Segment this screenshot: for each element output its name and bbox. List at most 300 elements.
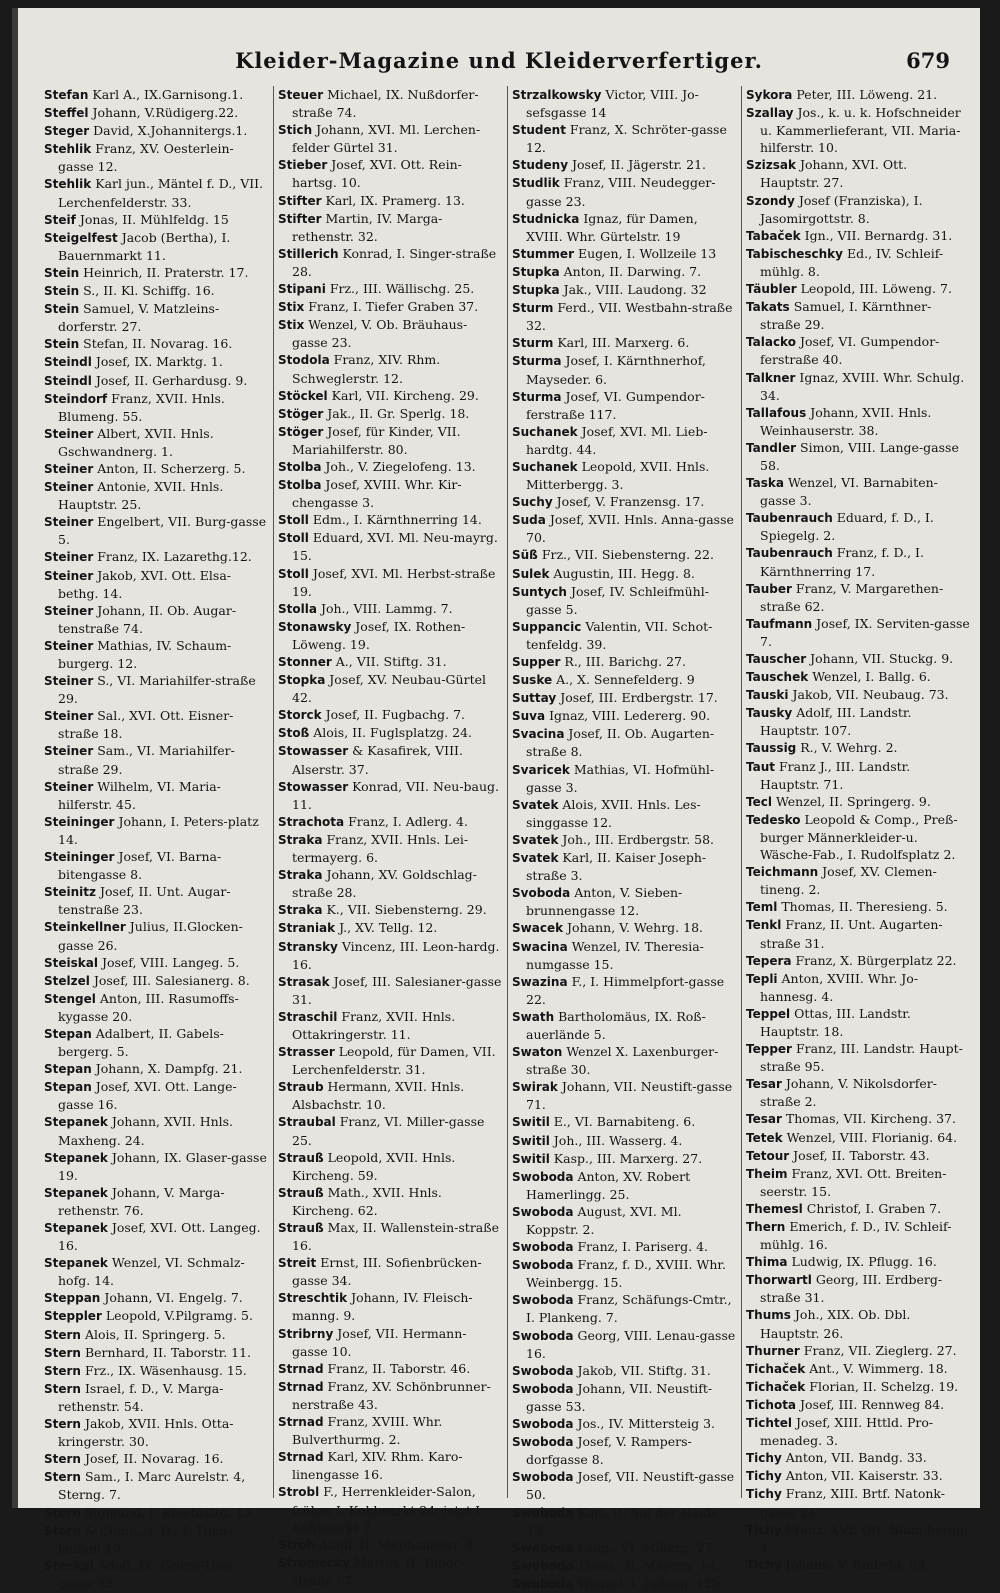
- directory-entry: [746, 1396, 970, 1414]
- entry-details: Josef, für Kinder, VII. Mariahilferstr. 80.: [292, 423, 461, 457]
- directory-entry: [512, 725, 736, 760]
- entry-details: Josef, IX. Marktg. 1.: [95, 354, 223, 370]
- entry-name: Stupka: [512, 283, 560, 298]
- entry-name: Strnad: [278, 1361, 324, 1376]
- entry-name: Stifter: [278, 211, 322, 226]
- entry-details: Josef, VIII. Langeg. 5.: [101, 954, 240, 970]
- entry-name: Tabaček: [746, 228, 801, 243]
- entry-name: Stupka: [512, 264, 560, 279]
- entry-name: Straubal: [278, 1115, 336, 1130]
- entry-details: Josef (Franziska), I. Jasomirgottstr. 8.: [760, 192, 923, 226]
- directory-entry: [746, 1467, 970, 1485]
- directory-entry: [512, 671, 736, 689]
- entry-details: Franz, f. D., XVIII. Whr. Weinbergg. 15.: [526, 1257, 726, 1291]
- entry-details: Josef, XVI. Ml. Lieb-hardtg. 44.: [526, 423, 708, 457]
- entry-name: Steiner: [44, 550, 94, 565]
- directory-entry: [746, 192, 970, 227]
- entry-details: Mathias, IV. Schaum-burgerg. 12.: [58, 637, 232, 671]
- entry-name: Steiner: [44, 709, 94, 724]
- entry-name: Suntych: [512, 584, 567, 599]
- directory-entry: [746, 1253, 970, 1271]
- entry-name: Tichy: [746, 1557, 782, 1572]
- directory-entry: [44, 637, 268, 672]
- directory-entry: [44, 990, 268, 1025]
- column-divider: [741, 86, 742, 1498]
- entry-details: J., XV. Tellg. 12.: [339, 920, 438, 936]
- entry-details: Leopold, V.Pilgramg. 5.: [105, 1308, 253, 1324]
- entry-details: Anton, III. Rasumoffs-kygasse 20.: [58, 990, 239, 1024]
- directory-entry: [512, 707, 736, 725]
- directory-entry: [512, 1256, 736, 1291]
- entry-name: Strobl: [278, 1485, 320, 1500]
- directory-entry: [278, 866, 502, 901]
- entry-name: Tesar: [746, 1077, 782, 1092]
- directory-entry: [44, 1254, 268, 1289]
- entry-name: Swoboda: [512, 1240, 574, 1255]
- directory-entry: [512, 1557, 736, 1575]
- directory-entry: [746, 298, 970, 333]
- entry-details: Johann, V. Nikolsdorfer-straße 2.: [760, 1076, 937, 1110]
- entry-name: Tichaček: [746, 1379, 806, 1394]
- entry-details: Anton, VII. Kaiserstr. 33.: [785, 1468, 943, 1484]
- directory-entry: [746, 1075, 970, 1110]
- entry-details: Josef, VI. Gumpendor-ferstraße 117.: [526, 388, 705, 422]
- entry-name: Szizsak: [746, 158, 796, 173]
- directory-entry: [278, 1219, 502, 1254]
- entry-name: Tallafous: [746, 405, 807, 420]
- entry-name: Steiner: [44, 461, 94, 476]
- directory-entry: [44, 1380, 268, 1415]
- entry-details: Antonie, XVII. Hnls. Hauptstr. 25.: [58, 479, 224, 513]
- entry-name: Swoboda: [512, 1417, 574, 1432]
- entry-name: Strasser: [278, 1045, 335, 1060]
- entry-name: Stern: [44, 1345, 81, 1360]
- directory-entry: [512, 1291, 736, 1326]
- entry-name: Svatek: [512, 797, 559, 812]
- entry-details: Johann, XVI. Ott. Hauptstr. 27.: [760, 157, 908, 191]
- entry-details: R., III. Barichg. 27.: [564, 654, 686, 669]
- entry-name: Stillerich: [278, 246, 339, 261]
- entry-name: Suske: [512, 673, 553, 688]
- entry-details: Mathias, VI. Hofmühl-gasse 3.: [526, 761, 715, 795]
- entry-name: Tedesko: [746, 812, 801, 827]
- entry-details: Peter, III. Löweng. 21.: [796, 87, 938, 102]
- entry-details: Johann, XVII. Hnls. Maxheng. 24.: [58, 1114, 234, 1148]
- entry-details: Wenzel, IV. Theresia-numgasse 15.: [526, 938, 704, 972]
- directory-entry: [746, 1110, 970, 1128]
- directory-entry: [512, 1078, 736, 1113]
- directory-entry: [746, 916, 970, 951]
- directory-entry: [512, 761, 736, 796]
- directory-entry: [278, 1448, 502, 1483]
- directory-entry: [512, 1575, 736, 1593]
- entry-details: Joh., VIII. Lammg. 7.: [320, 600, 453, 616]
- directory-entry: [746, 1342, 970, 1360]
- entry-details: Josef, II. Taborstr. 43.: [793, 1147, 930, 1163]
- entry-details: Johann, XV. Goldschlag-straße 28.: [292, 867, 477, 901]
- entry-name: Steindl: [44, 355, 92, 370]
- column-1: [44, 86, 268, 1591]
- entry-name: Stoll: [278, 513, 309, 528]
- directory-entry: [278, 653, 502, 671]
- entry-name: Straniak: [278, 921, 336, 936]
- directory-entry: [512, 1468, 736, 1503]
- entry-details: & Kasafirek, VIII. Alserstr. 37.: [292, 743, 463, 777]
- entry-details: Israel, f. D., V. Marga-rethenstr. 54.: [58, 1380, 224, 1414]
- entry-name: Stix: [278, 318, 305, 333]
- entry-name: Steinitz: [44, 885, 97, 900]
- entry-details: Leopold, XVII. Hnls. Mitterbergg. 3.: [526, 458, 710, 493]
- entry-name: Taufmann: [746, 616, 813, 631]
- directory-entry: [512, 174, 736, 209]
- entry-details: Bartholomäus, IX. Roß-auerlände 5.: [526, 1008, 706, 1042]
- directory-entry: [512, 156, 736, 174]
- entry-details: Josef, IX. Serviten-gasse 7.: [760, 615, 970, 649]
- directory-entry: [746, 1165, 970, 1200]
- directory-entry: [512, 919, 736, 937]
- entry-details: Joh., III. Erdbergstr. 58.: [562, 831, 715, 847]
- entry-details: Emerich, f. D., IV. Schleif-mühlg. 16.: [760, 1219, 952, 1253]
- entry-name: Tichota: [746, 1397, 797, 1412]
- entry-details: Jakob, VII. Stiftg. 31.: [577, 1362, 711, 1378]
- entry-details: Johann, XVI. Ml. Lerchen-felder Gürtel 31.: [292, 122, 481, 156]
- entry-details: Josef, VII. Hermann-gasse 10.: [292, 1325, 467, 1359]
- entry-name: Teppel: [746, 1006, 791, 1021]
- entry-name: Tesar: [746, 1112, 782, 1127]
- directory-entry: [278, 387, 502, 405]
- directory-entry: [44, 425, 268, 460]
- entry-details: Anton, VII. Bandg. 33.: [785, 1450, 927, 1466]
- directory-entry: [746, 668, 970, 686]
- entry-name: Stepan: [44, 1080, 92, 1095]
- entry-name: Stoll: [278, 566, 309, 581]
- directory-entry: [746, 509, 970, 544]
- directory-entry: [44, 372, 268, 390]
- directory-entry: [512, 849, 736, 884]
- column-3: [512, 86, 736, 1591]
- directory-entry: [746, 704, 970, 739]
- directory-entry: [512, 281, 736, 299]
- entry-name: Teml: [746, 900, 778, 915]
- entry-name: Täubler: [746, 282, 797, 297]
- entry-name: Stoß: [278, 726, 310, 741]
- directory-entry: [746, 333, 970, 368]
- directory-entry: [746, 104, 970, 156]
- directory-entry: [746, 1005, 970, 1040]
- entry-name: Strasak: [278, 974, 330, 989]
- directory-entry: [746, 811, 970, 863]
- entry-name: Swoboda: [512, 1363, 574, 1378]
- entry-details: Joh., V. Ziegelofeng. 13.: [325, 458, 476, 474]
- directory-entry: [278, 529, 502, 564]
- entry-details: Adolf, III. Landstr. Hauptstr. 107.: [760, 705, 912, 739]
- entry-details: Anton, II. Darwing. 7.: [563, 263, 702, 279]
- entry-details: Jonas, II. Mühlfeldg. 15: [79, 211, 229, 227]
- directory-entry: [746, 1378, 970, 1396]
- entry-name: Tichy: [746, 1469, 782, 1484]
- entry-name: Stehlik: [44, 142, 92, 157]
- directory-entry: [512, 423, 736, 458]
- directory-entry: [746, 86, 970, 104]
- entry-details: Ant., V. Wimmerg. 18.: [809, 1360, 948, 1376]
- entry-details: Bernhard, II. Taborstr. 11.: [84, 1344, 252, 1360]
- entry-name: Strauß: [278, 1150, 324, 1165]
- entry-details: Josef, XIII. Httld. Pro-menadeg. 3.: [760, 1415, 934, 1449]
- entry-details: Johann, VII. Neustift-gasse 53.: [526, 1380, 713, 1414]
- entry-details: Ignaz, für Damen, XVIII. Whr. Gürtelstr. 19: [526, 210, 698, 244]
- entry-name: Tauscher: [746, 652, 807, 666]
- entry-details: Josef, V. Franzensg. 17.: [556, 494, 705, 510]
- entry-details: Ign., VII. Bernardg. 31.: [804, 227, 953, 243]
- entry-name: Sulek: [512, 566, 550, 581]
- entry-name: Taut: [746, 759, 776, 774]
- directory-entry: [278, 1254, 502, 1289]
- entry-name: Swoboda: [512, 1558, 574, 1573]
- entry-name: Steiner: [44, 674, 94, 689]
- directory-entry: [746, 952, 970, 970]
- entry-name: Stelzel: [44, 973, 90, 988]
- directory-entry: [44, 86, 268, 104]
- directory-entry: [44, 1504, 268, 1522]
- entry-details: Joh., III. Wasserg. 4.: [553, 1132, 683, 1148]
- directory-entry: [278, 511, 502, 529]
- entry-details: Josef, V. Rampers-dorfgasse 8.: [526, 1434, 692, 1468]
- directory-entry: [512, 1415, 736, 1433]
- directory-entry: [746, 615, 970, 650]
- directory-entry: [278, 86, 502, 121]
- directory-entry: [512, 121, 736, 156]
- directory-entry: [746, 1485, 970, 1520]
- entry-name: Svatek: [512, 851, 559, 866]
- entry-details: Kasp., III. Marxerg. 27.: [553, 1150, 703, 1166]
- entry-name: Suchanek: [512, 424, 578, 439]
- entry-name: Streschtik: [278, 1291, 348, 1306]
- entry-details: Josef, II. Novarag. 16.: [84, 1451, 224, 1467]
- entry-name: Switil: [512, 1115, 550, 1130]
- directory-entry: [512, 388, 736, 423]
- entry-name: Stern: [44, 1381, 81, 1396]
- entry-details: Josef, XV. Neubau-Gürtel 42.: [292, 672, 486, 706]
- directory-entry: [278, 1378, 502, 1413]
- entry-name: Switil: [512, 1151, 550, 1166]
- directory-entry: [278, 1413, 502, 1448]
- directory-entry: [512, 689, 736, 707]
- entry-details: Karl, IX. Pramerg. 13.: [325, 192, 465, 208]
- entry-name: Teichmann: [746, 865, 819, 880]
- entry-details: Wenzel X. Laxenburger-straße 30.: [526, 1044, 719, 1078]
- directory-entry: [746, 1521, 970, 1556]
- entry-details: Josef, III. Salesianer-gasse 31.: [292, 973, 502, 1007]
- directory-entry: [512, 973, 736, 1008]
- entry-name: Stern: [44, 1470, 81, 1485]
- directory-entry: [512, 1327, 736, 1362]
- entry-details: Leopold & Comp., Preß-burger Männerkleider-u. Wäsche-Fab., I. Rudolfsplatz 2.: [760, 811, 958, 863]
- entry-name: Tauski: [746, 688, 789, 703]
- entry-details: Josef, IV. Schleifmühl-gasse 5.: [526, 583, 709, 617]
- directory-entry: [746, 245, 970, 280]
- column-4: [746, 86, 970, 1572]
- entry-details: Martin, II. Tabor-straße 67.: [292, 1554, 464, 1588]
- entry-name: Thorwartl: [746, 1273, 812, 1288]
- entry-name: Steigelfest: [44, 230, 118, 245]
- directory-entry: [746, 404, 970, 439]
- directory-entry: [278, 476, 502, 511]
- entry-name: Sturm: [512, 336, 554, 351]
- directory-entry: [44, 672, 268, 707]
- entry-details: Karl, VII. Kircheng. 29.: [331, 387, 479, 403]
- entry-name: Stepanek: [44, 1185, 108, 1200]
- entry-details: Christof, I. Graben 7.: [806, 1200, 942, 1216]
- entry-name: Stransky: [278, 939, 338, 954]
- entry-name: Stern: [44, 1327, 81, 1342]
- entry-name: Strauß: [278, 1221, 324, 1235]
- entry-details: Karl, III. Marxerg. 6.: [557, 335, 690, 351]
- entry-details: Ernst, III. Sofienbrücken-gasse 34.: [292, 1255, 482, 1289]
- entry-name: Steindorf: [44, 391, 108, 406]
- directory-entry: [278, 706, 502, 724]
- entry-details: Karl, II. Kaiser Joseph-straße 3.: [526, 850, 707, 884]
- entry-details: Joh., XIX. Ob. Dbl. Hauptstr. 26.: [760, 1307, 911, 1341]
- entry-details: Leopold, III. Löweng. 7.: [800, 281, 952, 297]
- entry-details: Jos., IV. Mittersteig 3.: [577, 1416, 716, 1432]
- entry-details: Josef, II. Gerhardusg. 9.: [95, 372, 248, 388]
- directory-entry: [44, 1219, 268, 1254]
- directory-entry: [278, 901, 502, 919]
- directory-entry: [746, 1040, 970, 1075]
- directory-entry: [44, 282, 268, 300]
- entry-details: Jakob, XVI. Ott. Elsa-bethg. 14.: [58, 567, 231, 601]
- directory-entry: [44, 1078, 268, 1113]
- directory-entry: [746, 1556, 970, 1574]
- entry-details: Wenzel, VI. Schmalz-hofg. 14.: [58, 1255, 245, 1289]
- entry-name: Straka: [278, 832, 323, 847]
- directory-entry: [44, 390, 268, 425]
- entry-name: Steinkellner: [44, 920, 126, 935]
- entry-details: Karl, II. Auf der Haide 13.: [526, 1504, 719, 1538]
- directory-entry: [278, 1008, 502, 1043]
- entry-details: Johann, X. Dampfg. 21.: [95, 1061, 243, 1077]
- entry-details: A., X. Sennefelderg. 9: [556, 672, 695, 688]
- page-title: Kleider-Magazine und Kleiderverfertiger.: [235, 48, 763, 73]
- directory-entry: [44, 335, 268, 353]
- entry-details: Franz, XVII. Hnls. Ottakringerstr. 11.: [292, 1008, 456, 1042]
- entry-name: Stefan: [44, 88, 89, 102]
- directory-entry: [512, 618, 736, 653]
- directory-entry: [746, 544, 970, 579]
- directory-entry: [512, 210, 736, 245]
- directory-entry: [512, 334, 736, 352]
- directory-entry: [278, 405, 502, 423]
- entry-name: Swoboda: [512, 1505, 574, 1520]
- entry-details: Johann, V. Marga-rethenstr. 76.: [58, 1184, 225, 1218]
- entry-details: Josef, II. Jägerstr. 21.: [572, 157, 707, 173]
- entry-details: Sam., I. Marc Aurelstr. 4, Sterng. 7.: [58, 1469, 246, 1503]
- entry-name: Takats: [746, 300, 790, 315]
- entry-details: Franz, XIV. Rhm. Schweglerstr. 12.: [292, 352, 441, 386]
- directory-entry: [278, 565, 502, 600]
- directory-entry: [746, 970, 970, 1005]
- entry-name: Svacina: [512, 727, 565, 742]
- entry-details: Franz, Schäfungs-Cmtr., I. Plankeng. 7.: [526, 1292, 732, 1326]
- entry-details: Franz, I. Pariserg. 4.: [577, 1239, 708, 1255]
- entry-name: Swoboda: [512, 1293, 574, 1308]
- entry-name: Steiner: [44, 744, 94, 759]
- entry-details: Josef, XVI. Ott. Langeg. 16.: [58, 1220, 261, 1254]
- entry-details: Frz., IX. Wäsenhausg. 15.: [84, 1362, 247, 1378]
- entry-details: Josef, II. Unt. Augar-tenstraße 23.: [58, 884, 231, 918]
- entry-details: Franz, II. Unt. Augarten-straße 31.: [760, 917, 943, 951]
- entry-details: A., VII. Stiftg. 31.: [335, 654, 447, 669]
- directory-entry: [44, 813, 268, 848]
- entry-name: Steif: [44, 212, 76, 227]
- entry-details: Sam., VI. Mariahilfer-straße 29.: [58, 743, 235, 777]
- entry-details: Georg, VIII. Lenau-gasse 16.: [526, 1327, 736, 1361]
- entry-details: Josef, III. Erdbergstr. 17.: [560, 690, 718, 706]
- entry-name: Stolba: [278, 478, 322, 493]
- directory-entry: [278, 618, 502, 653]
- entry-details: Jacob (Bertha), I. Bauernmarkt 11.: [58, 229, 231, 263]
- directory-entry: [44, 1289, 268, 1307]
- entry-details: Alois, XVII. Hnls. Les-singgasse 12.: [526, 796, 701, 830]
- directory-entry: [746, 793, 970, 811]
- directory-entry: [44, 1522, 268, 1557]
- entry-name: Thima: [746, 1255, 788, 1270]
- entry-details: Augustin, III. Hegg. 8.: [553, 565, 695, 581]
- entry-name: Stein: [44, 302, 80, 317]
- entry-name: Streit: [278, 1256, 317, 1271]
- entry-details: Eugen, I. Wollzeile 13: [577, 245, 717, 261]
- directory-entry: [512, 884, 736, 919]
- entry-details: Franz, VI. Miller-gasse 25.: [292, 1114, 485, 1148]
- entry-details: Josef, IX. Rothen-Löweng. 19.: [292, 618, 466, 652]
- entry-name: Strnad: [278, 1450, 324, 1465]
- entry-details: Karl jun., Mäntel f. D., VII. Lerchenfelderstr. 33.: [58, 176, 264, 210]
- directory-entry: [44, 122, 268, 140]
- directory-entry: [44, 140, 268, 175]
- entry-details: R., V. Wehrg. 2.: [800, 740, 898, 756]
- directory-entry: [746, 227, 970, 245]
- directory-entry: [512, 1168, 736, 1203]
- entry-details: Valentin, VII. Schot-tenfeldg. 39.: [526, 618, 713, 652]
- entry-name: Suva: [512, 709, 546, 724]
- entry-name: Stern: [44, 1505, 81, 1520]
- entry-details: Johann, IV. Fleisch-manng. 9.: [292, 1290, 473, 1324]
- directory-entry: [746, 1306, 970, 1341]
- entry-name: Steskal: [44, 1558, 94, 1573]
- entry-name: Stehlik: [44, 177, 92, 192]
- entry-details: Samuel, V. Matzleins-dorferstr. 27.: [58, 301, 220, 335]
- entry-name: Stern: [44, 1523, 81, 1538]
- entry-details: Karl, XIV. Rhm. Karo-linengasse 16.: [292, 1449, 463, 1483]
- directory-entry: [278, 600, 502, 618]
- entry-name: Stepanek: [44, 1256, 108, 1271]
- entry-name: Strachota: [278, 814, 345, 829]
- entry-name: Stifter: [278, 193, 322, 208]
- entry-details: Thomas, II. Theresieng. 5.: [781, 899, 948, 915]
- entry-name: Stowasser: [278, 744, 349, 759]
- directory-entry: [278, 316, 502, 351]
- entry-name: Suchy: [512, 495, 553, 510]
- entry-name: Stern: [44, 1452, 81, 1467]
- entry-name: Straka: [278, 903, 323, 918]
- directory-entry: [278, 813, 502, 831]
- directory-entry: [512, 458, 736, 493]
- directory-entry: [746, 898, 970, 916]
- entry-name: Suchanek: [512, 459, 578, 474]
- directory-entry: [44, 1415, 268, 1450]
- directory-entry: [278, 1149, 502, 1184]
- directory-entry: [746, 369, 970, 404]
